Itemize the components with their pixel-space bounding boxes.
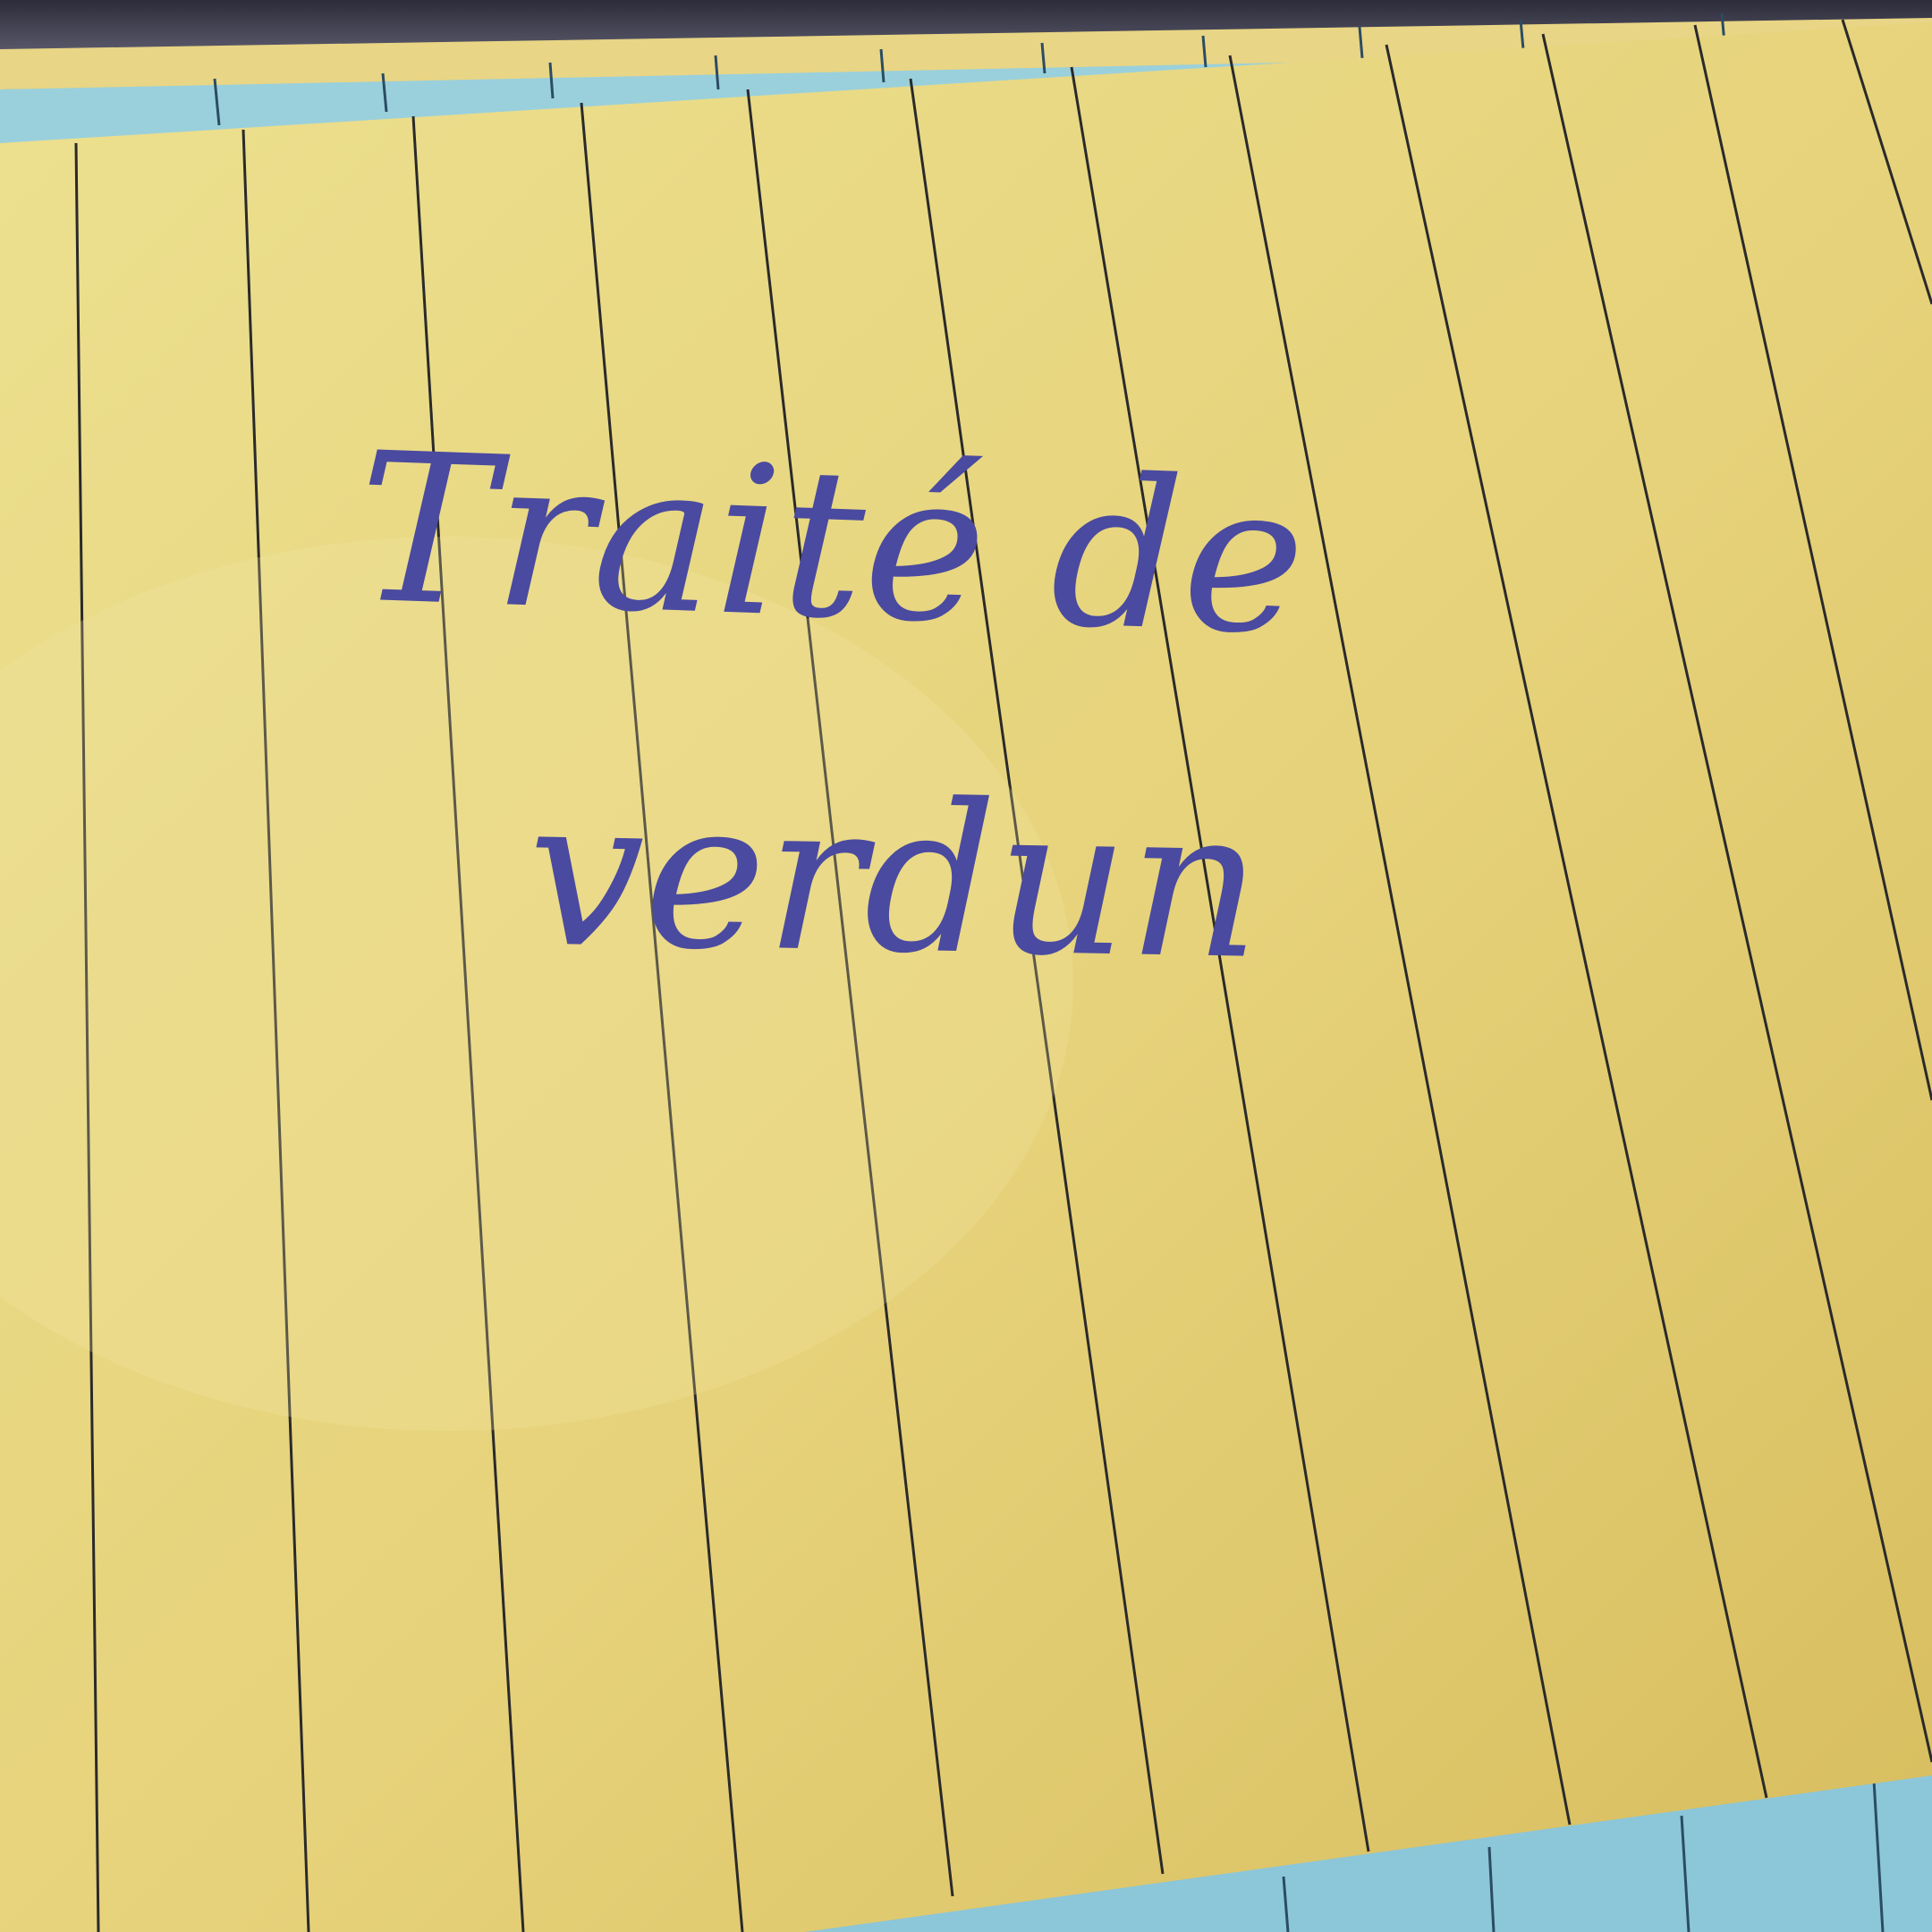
handwriting-line-1: Traité de	[353, 409, 1309, 682]
handwriting-line-2: verdun	[526, 753, 1264, 1005]
